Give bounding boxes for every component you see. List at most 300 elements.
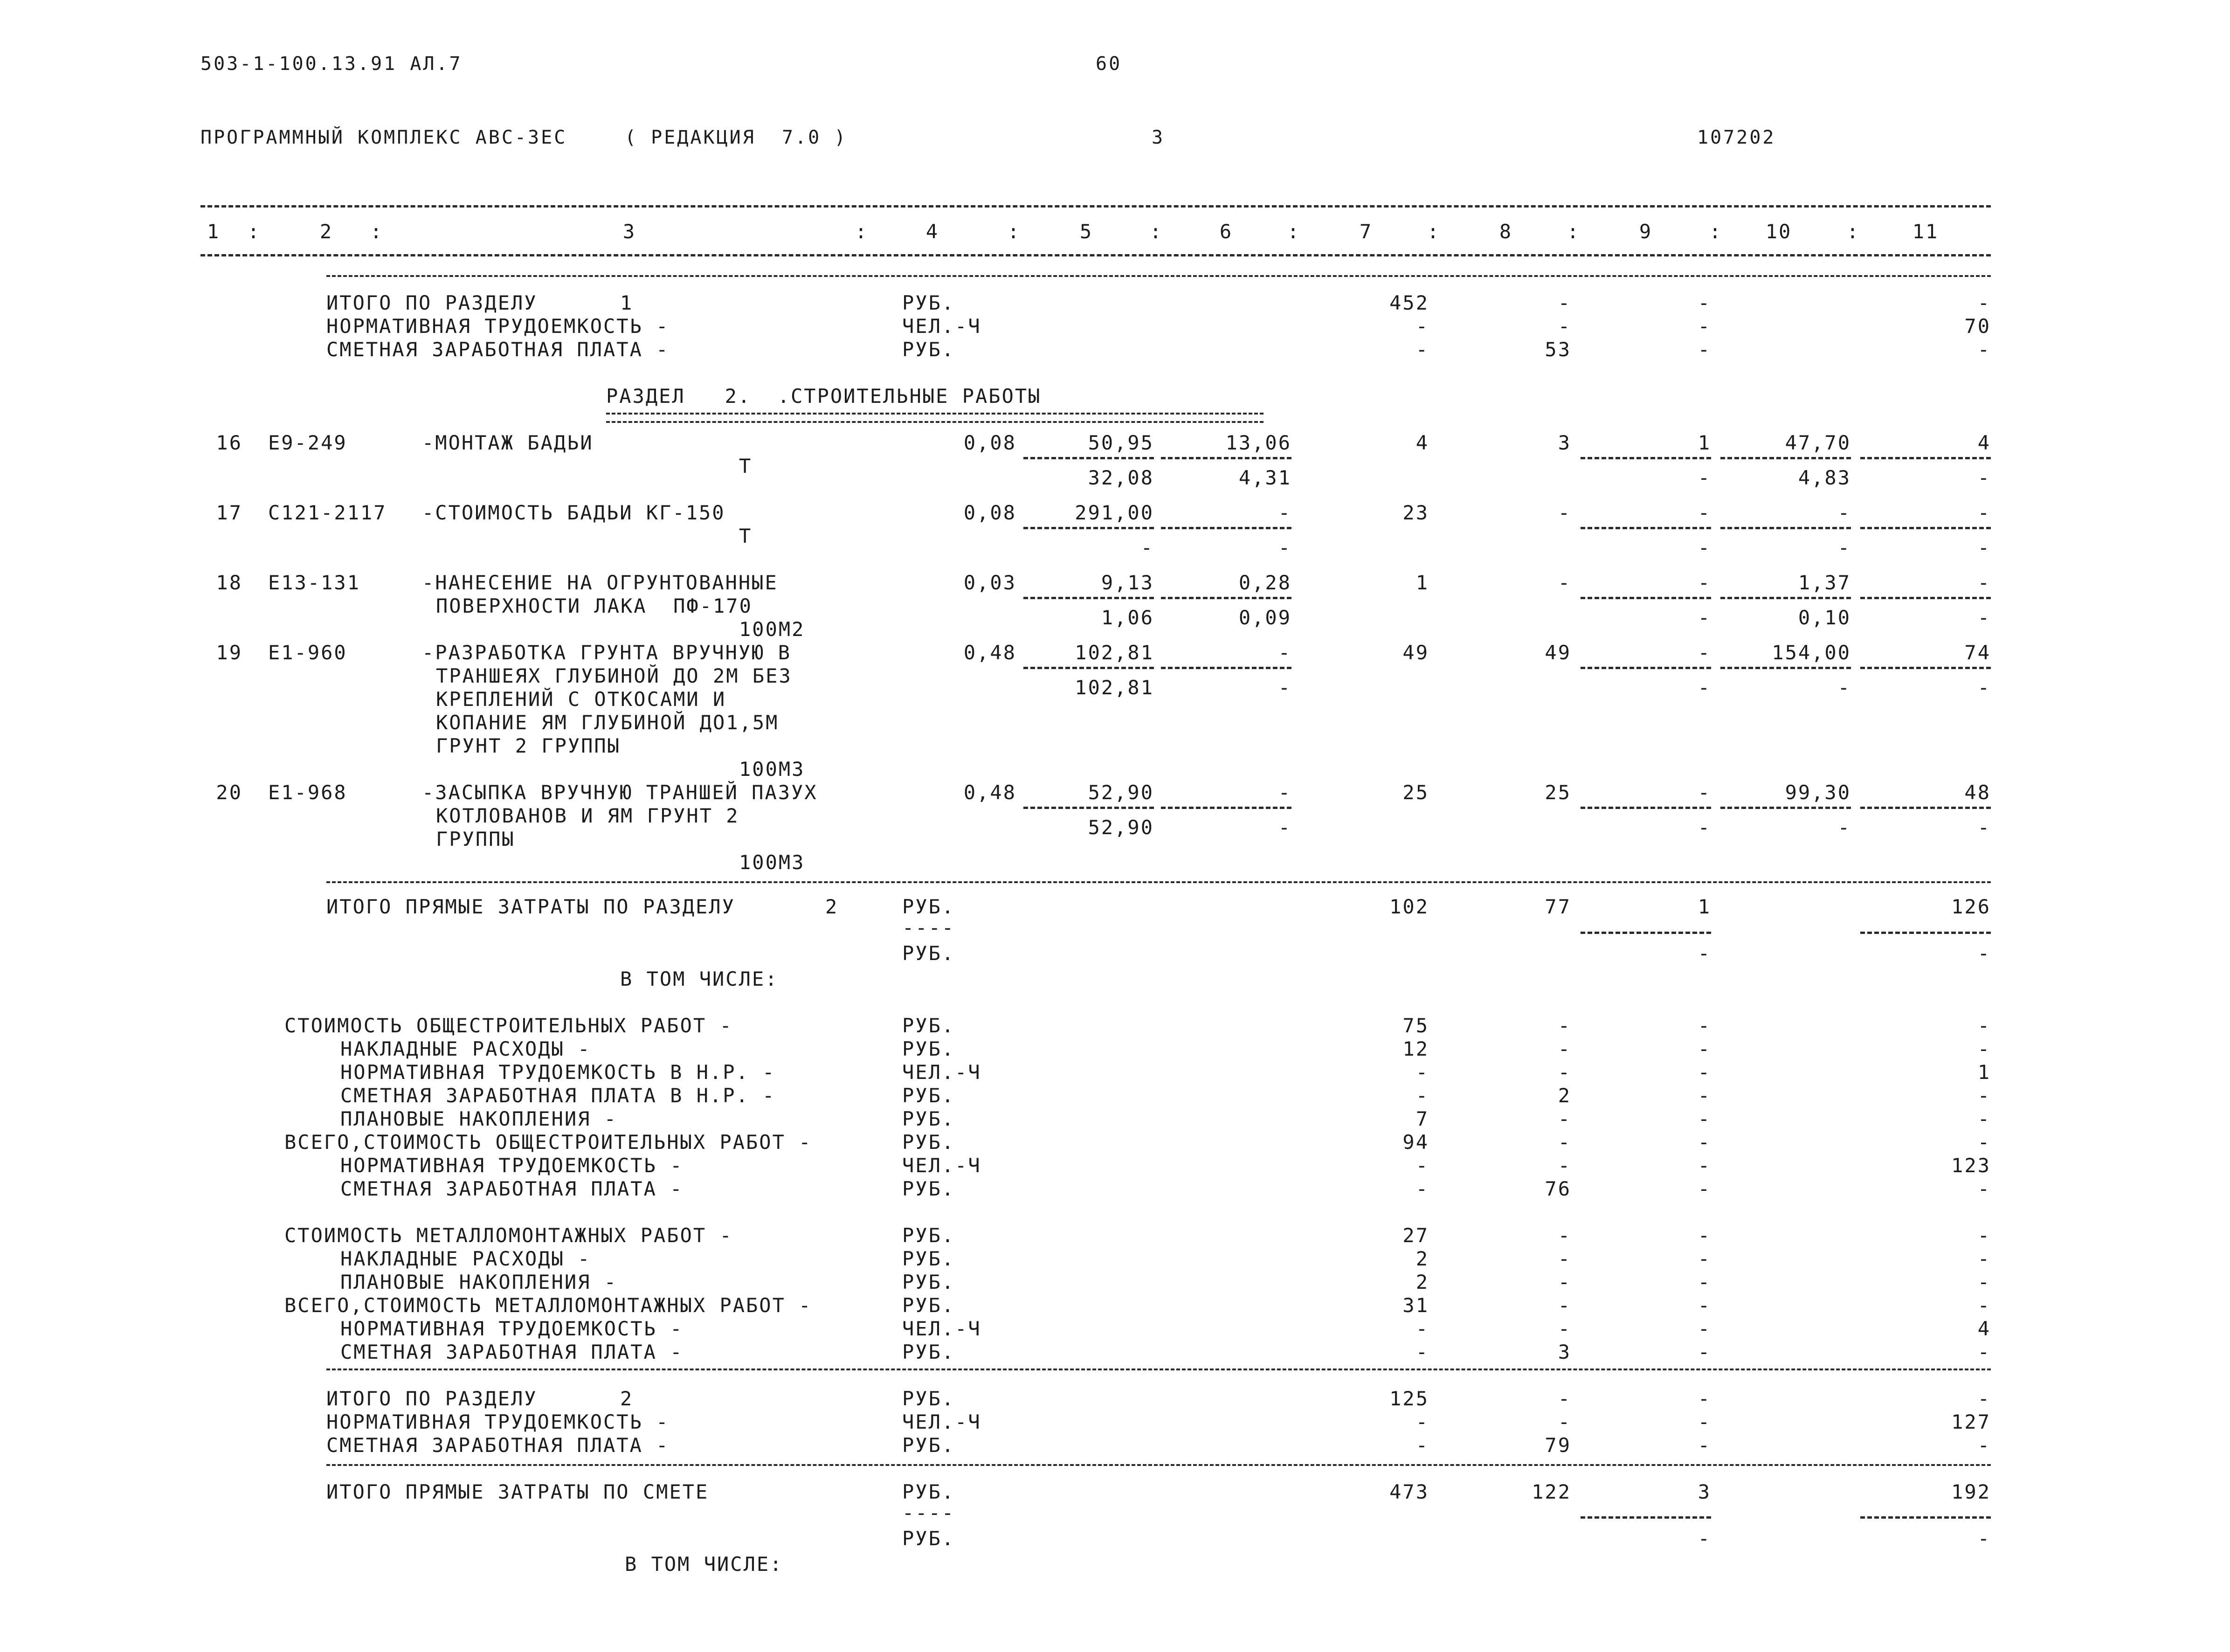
item-col10-divider (1720, 597, 1851, 599)
general-works-label: СМЕТНАЯ ЗАРАБОТНАЯ ПЛАТА В Н.Р. - (340, 1084, 776, 1107)
item-col7: 25 (1402, 781, 1429, 804)
item-col8: 25 (1545, 781, 1571, 804)
general-works-col11: - (1977, 1107, 1991, 1130)
item-col9: - (1698, 781, 1711, 804)
metal-works-col7: 2 (1415, 1247, 1429, 1270)
item-col11: 74 (1964, 641, 1991, 664)
general-works-col8: 76 (1545, 1177, 1571, 1200)
totals-s1-col11: 70 (1964, 315, 1991, 338)
totals-s2-col9: - (1698, 1434, 1711, 1457)
column-number-10: 10 (1765, 220, 1792, 243)
item-col4: 0,08 (963, 431, 1016, 454)
totals-s2-unit: ЧЕЛ.-Ч (902, 1410, 981, 1433)
metal-works-unit: РУБ. (902, 1294, 955, 1317)
column-separator: : (1567, 220, 1581, 243)
item-description: КОТЛОВАНОВ И ЯМ ГРУНТ 2 (436, 804, 739, 827)
item-sub-col11: - (1977, 536, 1991, 559)
header-rule-top (200, 205, 1991, 207)
totals-s2-section-number: 2 (620, 1387, 634, 1410)
totals-s2-unit: РУБ. (902, 1387, 955, 1410)
direct-all-col11: 192 (1951, 1480, 1991, 1503)
totals-s1-col8: - (1558, 291, 1571, 314)
metal-works-unit: ЧЕЛ.-Ч (902, 1317, 981, 1340)
totals-s2-col11: - (1977, 1434, 1991, 1457)
metal-works-col9: - (1698, 1294, 1711, 1317)
direct-all-dash: ---- (902, 1501, 955, 1524)
item-description: КОПАНИЕ ЯМ ГЛУБИНОЙ ДО1,5М (436, 711, 779, 734)
direct-all-col9: 3 (1698, 1480, 1711, 1503)
item-unit: Т (739, 525, 753, 547)
item-sub-col11: - (1977, 676, 1991, 699)
metal-works-col9: - (1698, 1271, 1711, 1293)
item-col10-divider (1720, 527, 1851, 529)
item-description: -СТОИМОСТЬ БАДЬИ КГ-150 (422, 501, 725, 524)
totals-s2-col8: 79 (1545, 1434, 1571, 1457)
metal-works-col11: 4 (1977, 1317, 1991, 1340)
general-works-unit: РУБ. (902, 1084, 955, 1107)
item-col5: 102,81 (1075, 641, 1154, 664)
item-col5-divider (1023, 667, 1154, 669)
totals-s1-label: НОРМАТИВНАЯ ТРУДОЕМКОСТЬ - (326, 315, 670, 338)
totals-s1-col9: - (1698, 291, 1711, 314)
metal-works-col11: - (1977, 1247, 1991, 1270)
item-col8: - (1558, 571, 1571, 594)
item-col11-divider (1860, 457, 1991, 459)
item-sub-col11: - (1977, 466, 1991, 489)
direct-all-unit: РУБ. (902, 1480, 955, 1503)
direct-s2-col9-divider (1581, 932, 1711, 934)
direct-all-col11-divider (1860, 1516, 1991, 1519)
totals-s1-col7: - (1415, 338, 1429, 361)
column-number-4: 4 (925, 220, 939, 243)
item-col4: 0,48 (963, 781, 1016, 804)
item-col10: 154,00 (1772, 641, 1851, 664)
general-works-col7: - (1415, 1177, 1429, 1200)
item-sub-col9: - (1698, 536, 1711, 559)
item-col7: 4 (1415, 431, 1429, 454)
metal-works-col8: - (1558, 1317, 1571, 1340)
general-works-col7: - (1415, 1154, 1429, 1177)
item-sub-col5: 1,06 (1101, 606, 1154, 629)
direct-s2-unit: РУБ. (902, 895, 955, 918)
direct-all-sub-col11: - (1977, 1527, 1991, 1550)
general-works-col9: - (1698, 1154, 1711, 1177)
totals-s1-col8: 53 (1545, 338, 1571, 361)
column-number-1: 1 (207, 220, 221, 243)
general-works-col8: 2 (1558, 1084, 1571, 1107)
item-sub-col9: - (1698, 676, 1711, 699)
item-col11-divider (1860, 807, 1991, 809)
metal-works-label: ВСЕГО,СТОИМОСТЬ МЕТАЛЛОМОНТАЖНЫХ РАБОТ - (284, 1294, 812, 1317)
section2-totals-rule (326, 1369, 1991, 1370)
item-col11-divider (1860, 527, 1991, 529)
metal-works-label: СМЕТНАЯ ЗАРАБОТНАЯ ПЛАТА - (340, 1341, 683, 1363)
general-works-label: СМЕТНАЯ ЗАРАБОТНАЯ ПЛАТА - (340, 1177, 683, 1200)
general-works-col11: - (1977, 1177, 1991, 1200)
section2-title-underline (606, 413, 1263, 423)
general-works-col11: - (1977, 1014, 1991, 1037)
totals-s1-unit: РУБ. (902, 291, 955, 314)
column-number-6: 6 (1219, 220, 1233, 243)
item-sub-col6: - (1278, 816, 1291, 839)
general-works-unit: ЧЕЛ.-Ч (902, 1154, 981, 1177)
item-description: -РАЗРАБОТКА ГРУНТА ВРУЧНУЮ В (422, 641, 792, 664)
item-sub-col6: - (1278, 536, 1291, 559)
totals-s1-label: СМЕТНАЯ ЗАРАБОТНАЯ ПЛАТА - (326, 338, 670, 361)
direct-s2-unit2: РУБ. (902, 942, 955, 965)
direct-s2-section-number: 2 (825, 895, 839, 918)
item-col11: - (1977, 571, 1991, 594)
item-col10-divider (1720, 807, 1851, 809)
metal-works-label: НОРМАТИВНАЯ ТРУДОЕМКОСТЬ - (340, 1317, 683, 1340)
item-code: Е13-131 (268, 571, 361, 594)
column-separator: : (1709, 220, 1723, 243)
item-col6-divider (1161, 527, 1291, 529)
general-works-label: НОРМАТИВНАЯ ТРУДОЕМКОСТЬ - (340, 1154, 683, 1177)
item-col7: 23 (1402, 501, 1429, 524)
metal-works-label: НАКЛАДНЫЕ РАСХОДЫ - (340, 1247, 591, 1270)
program-name: ПРОГРАММНЫЙ КОМПЛЕКС АВС-3ЕС (200, 127, 567, 148)
item-col10: 1,37 (1798, 571, 1851, 594)
column-separator: : (370, 220, 384, 243)
item-sub-col10: - (1837, 536, 1851, 559)
item-col8: - (1558, 501, 1571, 524)
general-works-col8: - (1558, 1131, 1571, 1154)
totals-s2-col9: - (1698, 1410, 1711, 1433)
item-description: КРЕПЛЕНИЙ С ОТКОСАМИ И (436, 688, 726, 711)
totals-s1-col7: - (1415, 315, 1429, 338)
item-col5: 291,00 (1075, 501, 1154, 524)
item-sub-col10: - (1837, 816, 1851, 839)
section2-title: РАЗДЕЛ 2. .СТРОИТЕЛЬНЫЕ РАБОТЫ (606, 385, 1042, 408)
document-code: 107202 (1697, 127, 1776, 148)
item-col10-divider (1720, 457, 1851, 459)
item-col9: - (1698, 641, 1711, 664)
item-sub-col5: 52,90 (1088, 816, 1154, 839)
direct-s2-sub-col11: - (1977, 942, 1991, 965)
item-sub-col11: - (1977, 816, 1991, 839)
item-sub-col11: - (1977, 606, 1991, 629)
direct-all-unit2: РУБ. (902, 1527, 955, 1550)
general-works-col7: 12 (1402, 1037, 1429, 1060)
metal-works-col11: - (1977, 1271, 1991, 1293)
item-description: -НАНЕСЕНИЕ НА ОГРУНТОВАННЫЕ (422, 571, 778, 594)
item-description: -ЗАСЫПКА ВРУЧНУЮ ТРАНШЕЙ ПАЗУХ (422, 781, 818, 804)
general-works-col11: 123 (1951, 1154, 1991, 1177)
totals-s1-unit: ЧЕЛ.-Ч (902, 315, 981, 338)
metal-works-col9: - (1698, 1317, 1711, 1340)
item-number: 16 (216, 431, 242, 454)
totals-s2-col9: - (1698, 1387, 1711, 1410)
including-label-2: В ТОМ ЧИСЛЕ: (625, 1553, 783, 1576)
item-col8: 3 (1558, 431, 1571, 454)
column-separator: : (1007, 220, 1021, 243)
metal-works-col8: - (1558, 1224, 1571, 1247)
metal-works-col9: - (1698, 1247, 1711, 1270)
item-col10-divider (1720, 667, 1851, 669)
item-sub-col10: 0,10 (1798, 606, 1851, 629)
item-col6-divider (1161, 457, 1291, 459)
item-col7: 49 (1402, 641, 1429, 664)
page-number: 60 (1096, 53, 1122, 75)
metal-works-col7: - (1415, 1317, 1429, 1340)
item-col9-divider (1581, 457, 1711, 459)
general-works-col7: 7 (1415, 1107, 1429, 1130)
general-works-col11: 1 (1977, 1061, 1991, 1084)
totals-s2-unit: РУБ. (902, 1434, 955, 1457)
direct-s2-sub-col9: - (1698, 942, 1711, 965)
item-col5-divider (1023, 527, 1154, 529)
item-col4: 0,03 (963, 571, 1016, 594)
item-unit: 100М3 (739, 758, 805, 781)
totals-s1-col9: - (1698, 315, 1711, 338)
totals-s1-col11: - (1977, 338, 1991, 361)
direct-all-col9-divider (1581, 1516, 1711, 1519)
item-sub-col5: 32,08 (1088, 466, 1154, 489)
item-col11-divider (1860, 597, 1991, 599)
metal-works-col11: - (1977, 1341, 1991, 1363)
item-col11-divider (1860, 667, 1991, 669)
item-code: Е1-968 (268, 781, 347, 804)
totals-s1-col11: - (1977, 291, 1991, 314)
item-sub-col10: - (1837, 676, 1851, 699)
item-col10: 99,30 (1785, 781, 1851, 804)
general-works-col8: - (1558, 1107, 1571, 1130)
column-separator: : (247, 220, 261, 243)
metal-works-col7: 27 (1402, 1224, 1429, 1247)
direct-s2-label: ИТОГО ПРЯМЫЕ ЗАТРАТЫ ПО РАЗДЕЛУ (326, 895, 735, 918)
item-sub-col6: 4,31 (1238, 466, 1291, 489)
direct-s2-col7: 102 (1389, 895, 1429, 918)
item-sub-col10: 4,83 (1798, 466, 1851, 489)
section1-totals-rule (326, 275, 1991, 277)
item-col11: 48 (1964, 781, 1991, 804)
column-number-2: 2 (319, 220, 333, 243)
item-col9-divider (1581, 667, 1711, 669)
general-works-label: НОРМАТИВНАЯ ТРУДОЕМКОСТЬ В Н.Р. - (340, 1061, 776, 1084)
item-description: ТРАНШЕЯХ ГЛУБИНОЙ ДО 2М БЕЗ (436, 664, 792, 687)
totals-s1-unit: РУБ. (902, 338, 955, 361)
item-description: ГРУППЫ (436, 828, 515, 850)
general-works-label: НАКЛАДНЫЕ РАСХОДЫ - (340, 1037, 591, 1060)
general-works-col9: - (1698, 1177, 1711, 1200)
item-col6-divider (1161, 667, 1291, 669)
item-col6: - (1278, 641, 1291, 664)
program-edition: ( РЕДАКЦИЯ 7.0 ) (625, 127, 848, 148)
item-col9: - (1698, 571, 1711, 594)
item-col4: 0,48 (963, 641, 1016, 664)
general-works-label: ПЛАНОВЫЕ НАКОПЛЕНИЯ - (340, 1107, 618, 1130)
item-description: -МОНТАЖ БАДЬИ (422, 431, 594, 454)
general-works-unit: РУБ. (902, 1177, 955, 1200)
column-number-7: 7 (1359, 220, 1373, 243)
item-description: ПОВЕРХНОСТИ ЛАКА ПФ-170 (436, 594, 753, 617)
metal-works-unit: РУБ. (902, 1247, 955, 1270)
column-separator: : (855, 220, 869, 243)
item-code: С121-2117 (268, 501, 387, 524)
item-unit: 100М3 (739, 851, 805, 874)
item-col5-divider (1023, 807, 1154, 809)
column-number-5: 5 (1079, 220, 1093, 243)
metal-works-col7: - (1415, 1341, 1429, 1363)
item-col5: 52,90 (1088, 781, 1154, 804)
direct-s2-col11-divider (1860, 932, 1991, 934)
direct-all-label: ИТОГО ПРЯМЫЕ ЗАТРАТЫ ПО СМЕТЕ (326, 1480, 709, 1503)
item-description: ГРУНТ 2 ГРУППЫ (436, 734, 621, 757)
general-works-col8: - (1558, 1037, 1571, 1060)
item-col9: - (1698, 501, 1711, 524)
totals-s2-col7: - (1415, 1410, 1429, 1433)
item-col6-divider (1161, 597, 1291, 599)
item-col9-divider (1581, 527, 1711, 529)
general-works-unit: ЧЕЛ.-Ч (902, 1061, 981, 1084)
item-col5: 50,95 (1088, 431, 1154, 454)
column-separator: : (1149, 220, 1163, 243)
estimate-direct-rule (326, 1464, 1991, 1466)
general-works-col11: - (1977, 1131, 1991, 1154)
totals-s2-col8: - (1558, 1387, 1571, 1410)
item-col11: 4 (1977, 431, 1991, 454)
metal-works-col7: 2 (1415, 1271, 1429, 1293)
item-col11: - (1977, 501, 1991, 524)
column-number-8: 8 (1499, 220, 1513, 243)
totals-s1-section-number: 1 (620, 291, 634, 314)
general-works-unit: РУБ. (902, 1037, 955, 1060)
item-col8: 49 (1545, 641, 1571, 664)
item-unit: 100М2 (739, 618, 805, 641)
item-code: Е1-960 (268, 641, 347, 664)
totals-s2-col11: - (1977, 1387, 1991, 1410)
metal-works-col9: - (1698, 1341, 1711, 1363)
column-number-11: 11 (1912, 220, 1939, 243)
general-works-col8: - (1558, 1014, 1571, 1037)
item-col9-divider (1581, 597, 1711, 599)
totals-s2-col8: - (1558, 1410, 1571, 1433)
metal-works-unit: РУБ. (902, 1224, 955, 1247)
general-works-col7: 75 (1402, 1014, 1429, 1037)
general-works-col11: - (1977, 1037, 1991, 1060)
direct-all-col8: 122 (1532, 1480, 1571, 1503)
general-works-col7: 94 (1402, 1131, 1429, 1154)
item-col5-divider (1023, 597, 1154, 599)
general-works-unit: РУБ. (902, 1014, 955, 1037)
column-separator: : (1427, 220, 1441, 243)
metal-works-label: ПЛАНОВЫЕ НАКОПЛЕНИЯ - (340, 1271, 618, 1293)
metal-works-unit: РУБ. (902, 1341, 955, 1363)
item-number: 17 (216, 501, 242, 524)
metal-works-col7: 31 (1402, 1294, 1429, 1317)
general-works-label: СТОИМОСТЬ ОБЩЕСТРОИТЕЛЬНЫХ РАБОТ - (284, 1014, 733, 1037)
general-works-col9: - (1698, 1107, 1711, 1130)
item-col6: - (1278, 781, 1291, 804)
including-label: В ТОМ ЧИСЛЕ: (620, 968, 779, 990)
general-works-unit: РУБ. (902, 1131, 955, 1154)
general-works-col9: - (1698, 1131, 1711, 1154)
totals-s2-label: НОРМАТИВНАЯ ТРУДОЕМКОСТЬ - (326, 1410, 670, 1433)
totals-s2-label: СМЕТНАЯ ЗАРАБОТНАЯ ПЛАТА - (326, 1434, 670, 1457)
item-code: Е9-249 (268, 431, 347, 454)
general-works-col11: - (1977, 1084, 1991, 1107)
item-sub-col5: - (1140, 536, 1154, 559)
item-col9: 1 (1698, 431, 1711, 454)
item-col7: 1 (1415, 571, 1429, 594)
direct-s2-dash: ---- (902, 916, 955, 939)
item-col5: 9,13 (1101, 571, 1154, 594)
general-works-col9: - (1698, 1014, 1711, 1037)
item-sub-col5: 102,81 (1075, 676, 1154, 699)
metal-works-col11: - (1977, 1294, 1991, 1317)
direct-s2-col8: 77 (1545, 895, 1571, 918)
totals-s1-col8: - (1558, 315, 1571, 338)
metal-works-col8: - (1558, 1247, 1571, 1270)
totals-s1-col7: 452 (1389, 291, 1429, 314)
metal-works-col9: - (1698, 1224, 1711, 1247)
metal-works-col11: - (1977, 1224, 1991, 1247)
item-unit: Т (739, 455, 753, 477)
general-works-col9: - (1698, 1061, 1711, 1084)
direct-s2-col11: 126 (1951, 895, 1991, 918)
item-col10: 47,70 (1785, 431, 1851, 454)
metal-works-label: СТОИМОСТЬ МЕТАЛЛОМОНТАЖНЫХ РАБОТ - (284, 1224, 733, 1247)
totals-s2-col11: 127 (1951, 1410, 1991, 1433)
direct-all-sub-col9: - (1698, 1527, 1711, 1550)
totals-s1-col9: - (1698, 338, 1711, 361)
item-col6-divider (1161, 807, 1291, 809)
general-works-col9: - (1698, 1037, 1711, 1060)
column-separator: : (1846, 220, 1860, 243)
item-sub-col9: - (1698, 466, 1711, 489)
general-works-col7: - (1415, 1061, 1429, 1084)
header-rule-bottom (200, 254, 1991, 256)
general-works-col9: - (1698, 1084, 1711, 1107)
item-number: 20 (216, 781, 242, 804)
item-col6: - (1278, 501, 1291, 524)
item-sub-col6: 0,09 (1238, 606, 1291, 629)
item-sub-col9: - (1698, 816, 1711, 839)
metal-works-col8: - (1558, 1294, 1571, 1317)
item-sub-col6: - (1278, 676, 1291, 699)
item-col6: 13,06 (1225, 431, 1291, 454)
document-id: 503-1-100.13.91 АЛ.7 (200, 53, 463, 75)
metal-works-col8: - (1558, 1271, 1571, 1293)
general-works-unit: РУБ. (902, 1107, 955, 1130)
direct-s2-col9: 1 (1698, 895, 1711, 918)
column-number-3: 3 (622, 220, 636, 243)
section2-direct-rule (326, 881, 1991, 883)
item-col10: - (1837, 501, 1851, 524)
totals-s2-col7: - (1415, 1434, 1429, 1457)
general-works-col8: - (1558, 1154, 1571, 1177)
item-number: 18 (216, 571, 242, 594)
item-col4: 0,08 (963, 501, 1016, 524)
item-number: 19 (216, 641, 242, 664)
metal-works-unit: РУБ. (902, 1271, 955, 1293)
item-col6: 0,28 (1238, 571, 1291, 594)
general-works-col7: - (1415, 1084, 1429, 1107)
metal-works-col8: 3 (1558, 1341, 1571, 1363)
item-col9-divider (1581, 807, 1711, 809)
direct-all-col7: 473 (1389, 1480, 1429, 1503)
column-number-9: 9 (1639, 220, 1653, 243)
column-separator: : (1287, 220, 1301, 243)
item-sub-col9: - (1698, 606, 1711, 629)
item-col5-divider (1023, 457, 1154, 459)
totals-s1-label: ИТОГО ПО РАЗДЕЛУ (326, 291, 538, 314)
sheet-number: 3 (1152, 127, 1165, 148)
totals-s2-label: ИТОГО ПО РАЗДЕЛУ (326, 1387, 538, 1410)
general-works-col8: - (1558, 1061, 1571, 1084)
totals-s2-col7: 125 (1389, 1387, 1429, 1410)
